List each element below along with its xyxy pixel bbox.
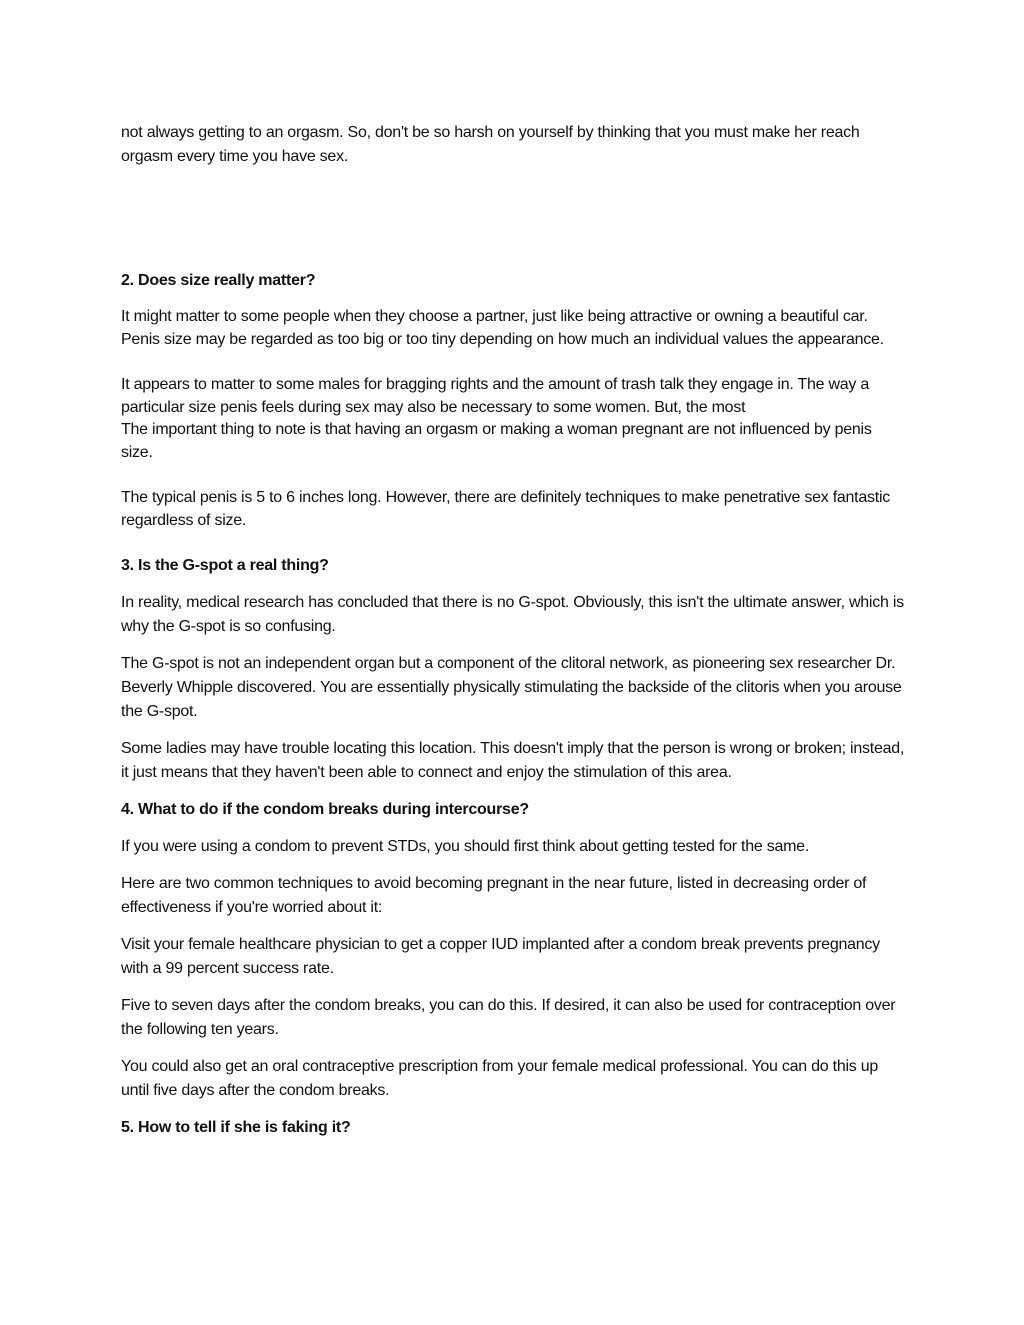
section-2-paragraph-3: The typical penis is 5 to 6 inches long. However, there are definitely techniques to make penetrative sex fantastic regardless of size. — [121, 489, 891, 529]
page-content — [121, 121, 907, 1140]
section-4-paragraph-1: If you were using a condom to prevent STDs, you should first think about getting tested for the same. — [121, 838, 810, 855]
section-4-paragraph-2: Here are two common techniques to avoid becoming pregnant in the near future, listed in decreasing order of effectiveness if you're worried about it: — [121, 875, 867, 916]
section-2-paragraph-1: It might matter to some people when they choose a partner, just like being attractive or owning a beautiful car. Penis size may be regarded as too big or too tiny depending on how much an individual values the appearance. — [121, 308, 884, 348]
section-4-paragraph-4: Five to seven days after the condom breaks, you can do this. If desired, it can also be used for contraception over the following ten years. — [121, 997, 896, 1038]
section-3-paragraph-2: The G-spot is not an independent organ but a component of the clitoral network, as pioneering sex researcher Dr. Beverly Whipple discovered. You are essentially physically stimulating the backside of the clitoris when you arouse the G-spot. — [121, 655, 902, 720]
section-3-paragraph-1: In reality, medical research has concluded that there is no G-spot. Obviously, this isn't the ultimate answer, which is why the G-spot is so confusing. — [121, 594, 904, 635]
section-2-paragraph-2-line-1: It appears to matter to some males for bragging rights and the amount of trash talk they engage in. The way a particular size penis feels during sex may also be necessary to some women. But, the most — [121, 376, 869, 416]
section-4-paragraph-3: Visit your female healthcare physician to get a copper IUD implanted after a condom break prevents pregnancy with a 99 percent success rate. — [121, 936, 880, 977]
section-5-heading: 5. How to tell if she is faking it? — [121, 1119, 351, 1136]
intro-paragraph: not always getting to an orgasm. So, don't be so harsh on yourself by thinking that you must make her reach orgasm every time you have sex. — [121, 124, 860, 165]
section-3-heading: 3. Is the G-spot a real thing? — [121, 557, 329, 574]
section-3-paragraph-3: Some ladies may have trouble locating this location. This doesn't imply that the person is wrong or broken; instead, it just means that they haven't been able to connect and enjoy the stimulation of this area. — [121, 740, 905, 781]
section-4-heading: 4. What to do if the condom breaks during intercourse? — [121, 801, 529, 818]
section-2-paragraph-2-line-2: The important thing to note is that having an orgasm or making a woman pregnant are not influenced by penis size. — [121, 421, 872, 461]
section-2-heading: 2. Does size really matter? — [121, 272, 316, 289]
section-2-paragraph-2 — [121, 374, 907, 464]
section-4-paragraph-5: You could also get an oral contraceptive prescription from your female medical professional. You can do this up until five days after the condom breaks. — [121, 1058, 879, 1099]
